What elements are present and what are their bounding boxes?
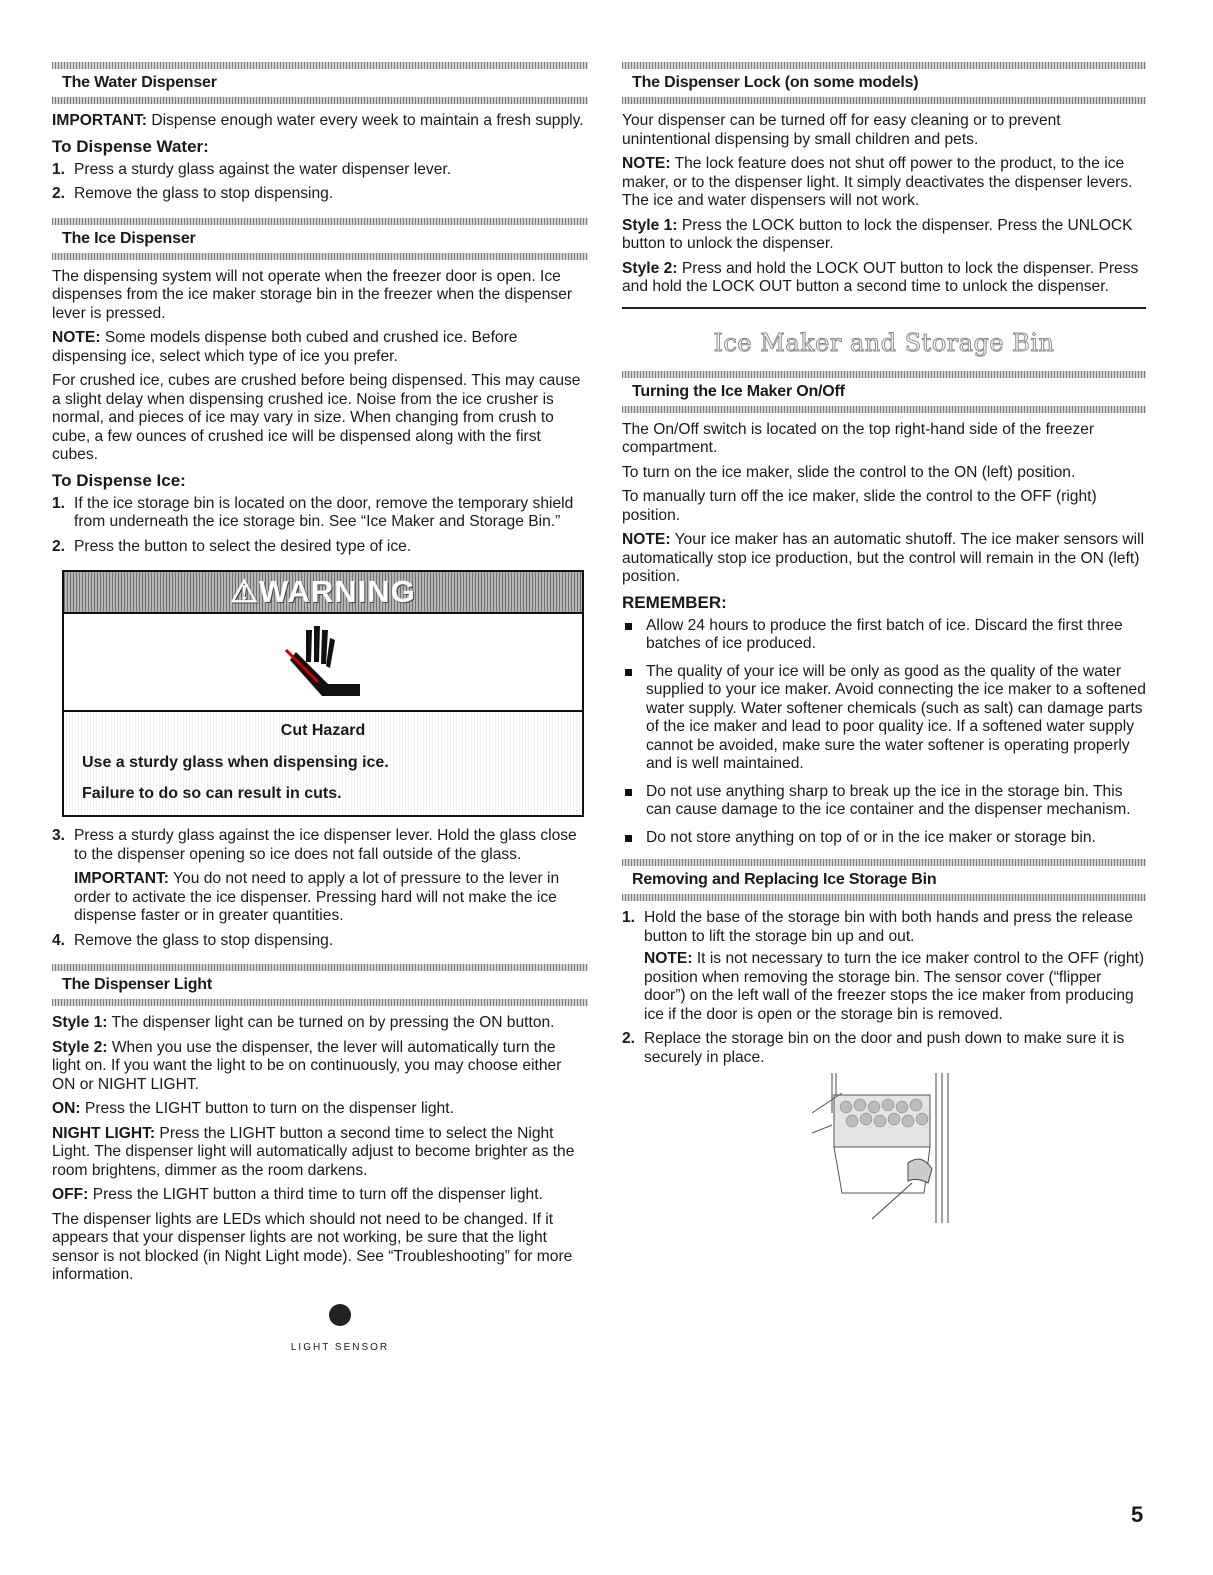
left-column [52,62,588,1353]
storage-bin-heading: Removing and Replacing Ice Storage Bin [632,871,937,888]
remember-bullet: The quality of your ice will be only as good as the quality of the water supplied to your ice maker. Avoid connecting the ice maker to a softened water supply. Water softener chemicals (such as salt) can damage parts of the ice maker and lead to poor quality ice. If a softened water supply cannot be avoided, make sure the water softener is operating properly and is well maintained. [622,663,1146,774]
bin-step-1: 1. Hold the base of the storage bin with both hands and press the release button to lift the storage bin up and out. NOTE: It is not necessary to turn the ice maker control to the OFF (right) position when removing the storage bin. The sensor cover (“flipper door”) on the left wall of the freezer stops the ice maker from producing ice if the door is open or the storage bin is removed. [622,909,1145,1023]
light-on: ON: Press the LIGHT button to turn on the dispenser light. [52,1100,454,1117]
dispenser-lock-heading: The Dispenser Lock (on some models) [632,74,919,91]
remember-bullet: Do not use anything sharp to break up the ice in the storage bin. This can cause damage to the ice container and the dispenser mechanism. [622,783,1146,820]
ice-step-3: 3. Press a sturdy glass against the ice dispenser lever. Hold the glass close to the dispenser opening so ice does not fall outside of the glass. IMPORTANT: You do not need to apply a lot of pressure to the lever in order to activate the ice dispenser. Pressing hard will not make the ice dispense faster or in greater quantities. [52,827,577,924]
remember-bullet: Do not store anything on top of or in the ice maker or storage bin. [622,829,1146,848]
ice-paragraph-2: For crushed ice, cubes are crushed before being dispensed. This may cause a slight delay when dispensing crushed ice. Noise from the ice crusher is normal, and pieces of ice may vary in size. When changing from crush to cube, a few ounces of crushed ice will be dispensed along with the first cubes. [52,372,581,463]
page-number: 5 [1131,1502,1144,1527]
water-important: IMPORTANT: Dispense enough water every week to maintain a fresh supply. [52,112,584,129]
ice-maker-onoff-heading: Turning the Ice Maker On/Off [632,382,845,400]
icemaker-paragraph-3: To manually turn off the ice maker, slide the control to the OFF (right) position. [622,488,1097,524]
lock-style-2: Style 2: Press and hold the LOCK OUT button to lock the dispenser. Press and hold the LOCK OUT button a second time to unlock the dispenser. [622,259,1139,295]
ice-step-4: 4. Remove the glass to stop dispensing. [52,931,334,949]
icemaker-paragraph-1: The On/Off switch is located on the top right-hand side of the freezer compartment. [622,420,1095,456]
section-rule [622,859,1146,866]
warning-hazard: Cut Hazard [280,722,366,739]
warning-text [64,712,582,815]
section-rule [622,62,1146,69]
bin-step-2: 2. Replace the storage bin on the door and push down to make sure it is securely in place. [622,1030,1125,1066]
warning-box [62,570,584,817]
light-off: OFF: Press the LIGHT button a third time to turn off the dispenser light. [52,1186,543,1203]
ice-paragraph-1: The dispensing system will not operate when the freezer door is open. Ice dispenses from the ice maker storage bin in the freezer when the dispenser lever is pressed. [52,267,573,322]
section-rule [52,62,588,69]
lock-note: NOTE: The lock feature does not shut off power to the product, to the ice maker, or to the dispenser light. It simply deactivates the dispenser levers. The ice and water dispensers will not work. [622,155,1133,209]
section-rule [52,964,588,971]
section-rule [52,999,588,1006]
dispenser-light-heading: The Dispenser Light [62,976,212,993]
icemaker-note: NOTE: Your ice maker has an automatic shutoff. The ice maker sensors will automatically stop ice production, but the control will remain in the ON (left) position. [622,531,1145,585]
light-night: NIGHT LIGHT: Press the LIGHT button a second time to select the Night Light. The dispenser light will automatically adjust to become brighter as the room brightens, dimmer as the room darkens. [52,1124,575,1179]
warning-title: ⚠WARNING [230,574,416,609]
storage-bin-image [812,1073,962,1223]
ice-maker-title: Ice Maker and Storage Bin [713,328,1055,357]
lock-style-1: Style 1: Press the LOCK button to lock the dispenser. Press the UNLOCK button to unlock the dispenser. [622,216,1133,252]
section-rule [622,371,1146,378]
remember-bullet: Allow 24 hours to produce the first batch of ice. Discard the first three batches of ice produced. [622,617,1146,654]
to-dispense-water-subhead: To Dispense Water: [52,136,209,156]
storage-bin-illustration [812,1073,1146,1228]
warning-icon-area [64,612,582,712]
water-dispenser-heading: The Water Dispenser [62,74,217,91]
light-style-1: Style 1: The dispenser light can be turned on by pressing the ON button. [52,1014,555,1031]
icemaker-paragraph-2: To turn on the ice maker, slide the control to the ON (left) position. [622,463,1076,481]
light-sensor-label: LIGHT SENSOR [290,1341,390,1353]
water-step-2: 2. Remove the glass to stop dispensing. [52,185,334,202]
warning-title-bar [64,572,582,612]
ice-step-2: 2. Press the button to select the desired type of ice. [52,537,412,555]
section-rule [52,97,588,104]
right-column [622,62,1146,1228]
remember-subhead: REMEMBER: [622,592,727,612]
warning-line-2: Failure to do so can result in cuts. [82,785,342,802]
section-rule [622,894,1146,901]
light-sensor-illustration [52,1295,588,1353]
to-dispense-ice-subhead: To Dispense Ice: [52,470,186,490]
section-rule [622,97,1146,104]
section-rule [52,218,588,225]
ice-dispenser-heading: The Ice Dispenser [62,229,196,247]
water-step-1: 1. Press a sturdy glass against the water dispenser lever. [52,160,452,178]
cut-hazard-icon [278,622,368,702]
light-leds: The dispenser lights are LEDs which should not need to be changed. If it appears that your dispenser lights are not working, be sure that the light sensor is not blocked (in Night Light mode). See “Troubleshooting” for more information. [52,1210,573,1283]
section-rule [622,406,1146,413]
section-divider [622,307,1146,309]
section-rule [52,253,588,260]
ice-note: NOTE: Some models dispense both cubed and crushed ice. Before dispensing ice, select which type of ice you prefer. [52,329,518,365]
warning-line-1: Use a sturdy glass when dispensing ice. [82,754,389,771]
ice-step-1: 1. If the ice storage bin is located on the door, remove the temporary shield from underneath the ice storage bin. See “Ice Maker and Storage Bin.” [52,494,574,530]
lock-paragraph-1: Your dispenser can be turned off for easy cleaning or to prevent unintentional dispensing by small children and pets. [622,112,1061,148]
light-style-2: Style 2: When you use the dispenser, the lever will automatically turn the light on. If you want the light to be on continuously, you may choose either ON or NIGHT LIGHT. [52,1038,562,1093]
